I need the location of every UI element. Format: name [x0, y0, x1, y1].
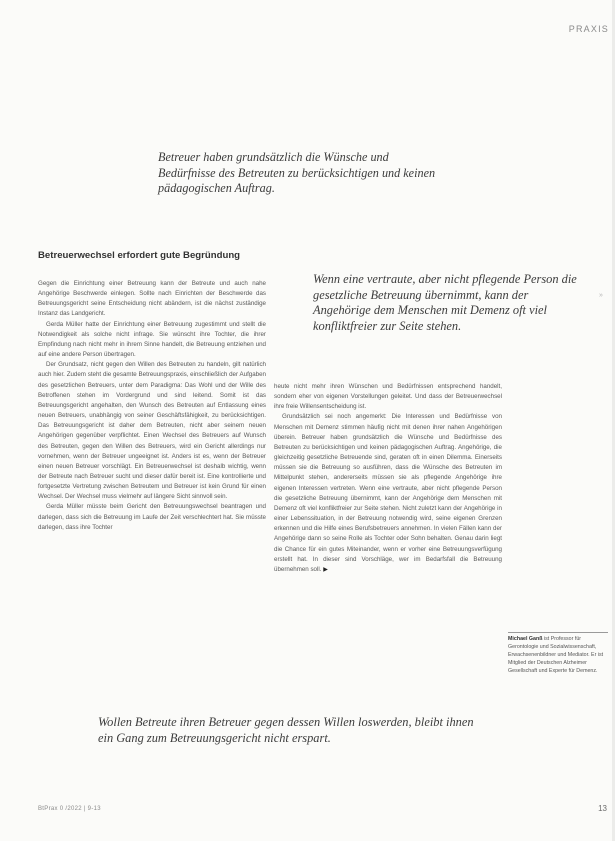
margin-mark: »: [599, 292, 603, 299]
paragraph: [274, 412, 502, 575]
author-caption: [508, 636, 608, 676]
paragraph-text: Grundsätzlich sei noch angemerkt: Die Interessen und Bedürfnisse von Menschen mit Demenz stimmen häufig nicht mit denen ihrer nahen Angehörigen überein. Betreuer haben grundsätzlich die Wünsche und Bedürfnisse des Betreuten zu berücksichtigen und keinen pädagogischen Auftrag. Angehörige, die gleichzeitig gesetzliche Betreuende sind, geraten oft in einen Dilemma. Einerseits müssen sie die Betreuung so ausführen, dass die Wünsche des Betreuten im Mittelpunkt stehen, andererseits müssen sie als pflegende Angehörige ihre eigenen Interessen vertreten. Wenn eine vertraute, aber nicht pflegende Person die gesetzliche Betreuung übernimmt, kann der Angehörige dem Menschen mit Demenz oft viel konfliktfreier zur Seite stehen. Nicht zuletzt kann der Angehörige in einer Lebenssituation, in der Betreuung notwendig wird, seine eigenen Grenzen erkennen und die Hilfe eines Berufsbetreuers annehmen. In vielen Fällen kann der Angehörige dann so seine Rolle als Tochter oder Sohn behalten. Genau darin liegt die Chance für ein gutes Miteinander, wenn er vorher eine Betreuungsverfügung erstellt hat. In dieser sind Vorschläge, wer im Bedarfsfall die Betreuung übernehmen soll.: [274, 413, 502, 573]
article-heading: Betreuerwechsel erfordert gute Begründung: [38, 250, 241, 261]
paragraph: Gerda Müller müsste beim Gericht den Betreuungswechsel beantragen und darlegen, dass sich die Betreuung im Laufe der Zeit verschlechtert hat. Sie müsste darlegen, dass ihre Tochter: [38, 503, 266, 531]
page-number: 13: [598, 804, 607, 813]
footer-publication: BtPrax 0 /2022 | 9-13: [38, 806, 101, 812]
paragraph: heute nicht mehr ihren Wünschen und Bedürfnissen entsprechend handelt, sondern eher von eigenen Vorstellungen geleitet. Und dass der Betreuerwechsel ihre freie Willensentscheidung ist.: [274, 383, 502, 411]
paragraph: Der Grundsatz, nicht gegen den Willen des Betreuten zu handeln, gilt natürlich auch hier. Zudem steht die gesamte Betreuungspraxis, einschließlich der Aufgaben des gesetzlichen Betreuers, unter dem Paradigma: Das Wohl und der Wille des Betroffenen stehen im Vordergrund und sind leitend. Somit ist das Betreuungsgericht angehalten, den Wunsch des Betreuten auf Entlassung eines neuen Betreuers, unabhängig von seiner Geschäftsfähigkeit, zu berücksichtigen. Das Betreuungsgericht ist daher dem Betreuten, nicht aber seinem neuen Angehörigen gegenüber verpflichtet. Einen Wechsel des Betreuers auf Wunsch des Betreuten, gegen den Willen des Betreuers, wird ein Gericht allerdings nur vornehmen, wenn der Betreuer ungeeignet ist. Anders ist es, wenn der Betreuer einen neuen Betreuer vorschlägt. Ein Betreuerwechsel ist deshalb wichtig, wenn der Betreute nach Betreuer sucht und dieser dafür bereit ist. Eine kontrollierte und fortgesetzte Vertretung zwischen Betreutem und Betreuer ist kein Grund für einen Wechsel. Der Wechsel muss vielmehr auf längere Sicht sinnvoll sein.: [38, 361, 266, 501]
author-bio: ist Professor für Gerontologie und Sozialwissenschaft, Erwachsenenbildner und Mediator. Er ist Mitglied der Deutschen Alzheimer Gesellschaft und Experte für Demenz.: [508, 636, 604, 674]
article-column-left: [38, 279, 266, 693]
pull-quote-top: Betreuer haben grundsätzlich die Wünsche und Bedürfnisse des Betreuten zu berücksichtigen und keinen pädagogischen Auftrag.: [158, 150, 436, 195]
paragraph: Gerda Müller hatte der Einrichtung einer Betreuung zugestimmt und stellt die Notwendigkeit als solche nicht infrage. Sie wünscht ihre Tochter, die ihrer Empfindung nach nicht mehr in ihrem Sinne handelt, die Betreuung entziehen und auf eine andere Person übertragen.: [38, 320, 266, 359]
end-of-article-icon: ▶: [323, 566, 328, 573]
pull-quote-middle: Wenn eine vertraute, aber nicht pflegende Person die gesetzliche Betreuung übernimmt, kann der Angehörige dem Menschen mit Demenz oft viel konfliktfreier zur Seite stehen.: [313, 272, 577, 333]
author-name: Michael Ganß: [508, 636, 543, 642]
paragraph: Gegen die Einrichtung einer Betreuung kann der Betreute und auch nahe Angehörige Beschwerde einlegen. Sollte nach Einrichten der Beschwerde das Betreuungsgericht seine Entscheidung nicht abändern, ist die nächst zuständige Instanz das Landgericht.: [38, 280, 266, 318]
caption-divider: [508, 632, 608, 633]
article-column-right: [274, 382, 502, 692]
section-label: PRAXIS: [568, 24, 609, 34]
pull-quote-bottom: Wollen Betreute ihren Betreuer gegen dessen Willen loswerden, bleibt ihnen ein Gang zum Betreuungsgericht nicht erspart.: [98, 715, 474, 745]
